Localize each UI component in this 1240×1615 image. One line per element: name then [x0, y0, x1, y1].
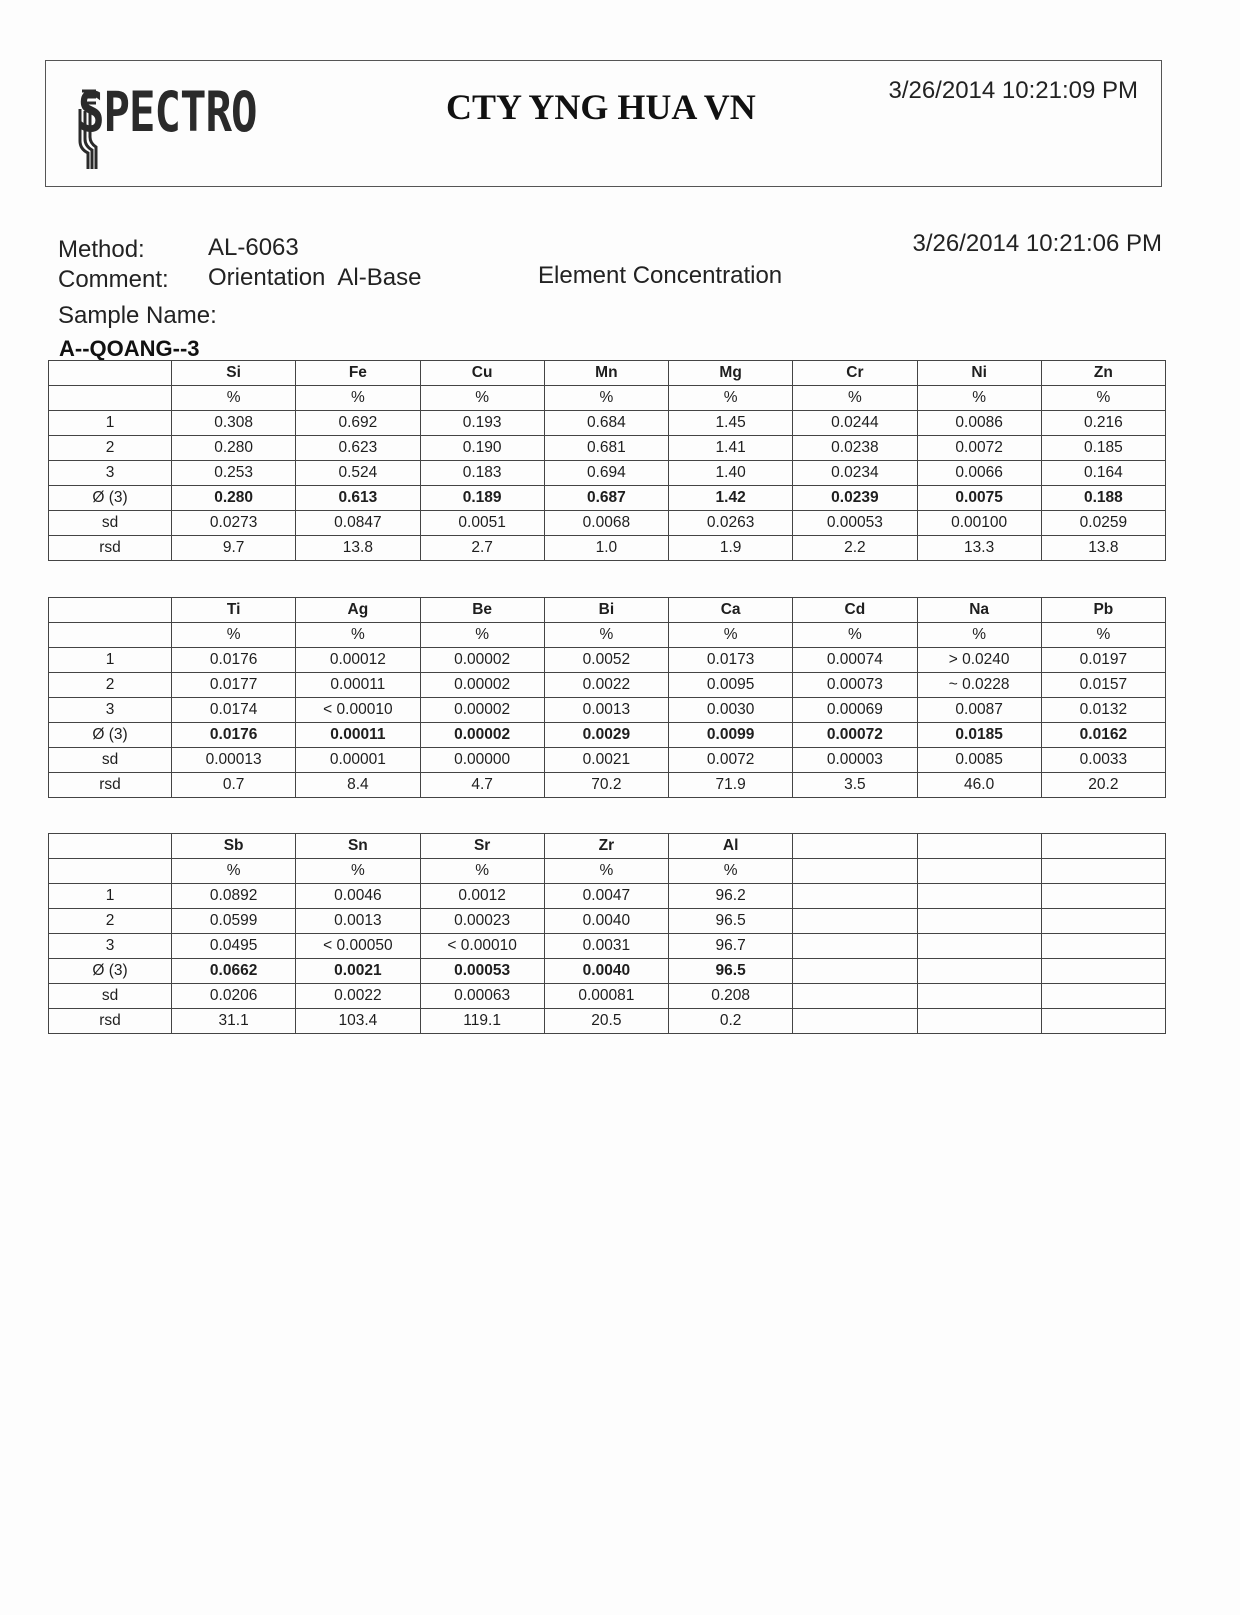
method-value: AL-6063 — [208, 234, 299, 261]
value-cell: 0.0051 — [420, 511, 544, 536]
value-cell: 1.45 — [669, 411, 793, 436]
value-cell: 0.0022 — [296, 984, 420, 1009]
element-name-cell — [793, 834, 917, 859]
value-cell: 0.00074 — [793, 648, 917, 673]
value-cell: 0.00003 — [793, 748, 917, 773]
element-concentration-label: Element Concentration — [538, 262, 783, 289]
value-cell: 0.0273 — [172, 511, 296, 536]
table-row — [49, 461, 1166, 486]
value-cell: 0.0013 — [296, 909, 420, 934]
value-cell: 96.5 — [669, 959, 793, 984]
element-name-cell: Mg — [669, 361, 793, 386]
value-cell: 0.0847 — [296, 511, 420, 536]
element-name-cell: Sn — [296, 834, 420, 859]
value-cell — [793, 984, 917, 1009]
value-cell: 0.2 — [669, 1009, 793, 1034]
value-cell: 0.253 — [172, 461, 296, 486]
value-cell: 0.0176 — [172, 648, 296, 673]
corner-cell — [49, 859, 172, 884]
value-cell: 0.0021 — [296, 959, 420, 984]
value-cell: 9.7 — [172, 536, 296, 561]
concentration-table-2 — [48, 597, 1166, 798]
value-cell: 0.623 — [296, 436, 420, 461]
value-cell: 0.0040 — [544, 909, 668, 934]
element-name-cell — [917, 834, 1041, 859]
value-cell: 0.0662 — [172, 959, 296, 984]
value-cell: 0.0029 — [544, 723, 668, 748]
value-cell: 0.0022 — [544, 673, 668, 698]
unit-row — [49, 859, 1166, 884]
value-cell: 0.00063 — [420, 984, 544, 1009]
table-row — [49, 698, 1166, 723]
value-cell — [1041, 909, 1165, 934]
report-header — [45, 60, 1162, 187]
value-cell: 2.7 — [420, 536, 544, 561]
value-cell: 1.42 — [669, 486, 793, 511]
row-label: 3 — [49, 934, 172, 959]
row-label: 2 — [49, 436, 172, 461]
value-cell — [1041, 959, 1165, 984]
value-cell: 0.681 — [544, 436, 668, 461]
value-cell: 1.41 — [669, 436, 793, 461]
comment-value: Orientation Al-Base — [208, 264, 422, 291]
value-cell: 0.00072 — [793, 723, 917, 748]
element-name-cell: Zr — [544, 834, 668, 859]
row-label: 3 — [49, 461, 172, 486]
unit-cell: % — [420, 623, 544, 648]
row-label: rsd — [49, 773, 172, 798]
value-cell: 96.5 — [669, 909, 793, 934]
value-cell: 0.188 — [1041, 486, 1165, 511]
value-cell: 0.0495 — [172, 934, 296, 959]
value-cell: 0.00073 — [793, 673, 917, 698]
row-label: Ø (3) — [49, 723, 172, 748]
value-cell: < 0.00050 — [296, 934, 420, 959]
table-row — [49, 748, 1166, 773]
table-row — [49, 411, 1166, 436]
value-cell: 46.0 — [917, 773, 1041, 798]
value-cell — [1041, 884, 1165, 909]
table-row — [49, 984, 1166, 1009]
unit-cell — [917, 859, 1041, 884]
value-cell: 0.00002 — [420, 673, 544, 698]
element-name-cell: Zn — [1041, 361, 1165, 386]
concentration-table-1 — [48, 360, 1166, 561]
value-cell: 2.2 — [793, 536, 917, 561]
value-cell: 0.308 — [172, 411, 296, 436]
value-cell: 0.216 — [1041, 411, 1165, 436]
unit-cell: % — [296, 859, 420, 884]
average-row — [49, 723, 1166, 748]
value-cell: 119.1 — [420, 1009, 544, 1034]
row-label: 1 — [49, 884, 172, 909]
value-cell: 0.684 — [544, 411, 668, 436]
element-name-cell: Pb — [1041, 598, 1165, 623]
row-label: sd — [49, 984, 172, 1009]
value-cell: 0.0892 — [172, 884, 296, 909]
value-cell: ~ 0.0228 — [917, 673, 1041, 698]
value-cell: 0.0132 — [1041, 698, 1165, 723]
value-cell: 0.0031 — [544, 934, 668, 959]
value-cell — [793, 884, 917, 909]
unit-cell: % — [917, 386, 1041, 411]
element-name-cell: Ag — [296, 598, 420, 623]
unit-cell: % — [1041, 623, 1165, 648]
value-cell: 0.0072 — [669, 748, 793, 773]
table-row — [49, 511, 1166, 536]
unit-cell: % — [172, 859, 296, 884]
value-cell: < 0.00010 — [420, 934, 544, 959]
value-cell: 0.0599 — [172, 909, 296, 934]
value-cell: 0.0263 — [669, 511, 793, 536]
unit-cell: % — [420, 386, 544, 411]
unit-cell: % — [172, 623, 296, 648]
value-cell: 0.193 — [420, 411, 544, 436]
value-cell — [1041, 984, 1165, 1009]
value-cell: 0.280 — [172, 486, 296, 511]
value-cell: 0.00081 — [544, 984, 668, 1009]
table-row — [49, 1009, 1166, 1034]
value-cell: 0.0046 — [296, 884, 420, 909]
concentration-table-3 — [48, 833, 1166, 1034]
value-cell: 0.00002 — [420, 698, 544, 723]
element-name-cell: Mn — [544, 361, 668, 386]
corner-cell — [49, 623, 172, 648]
element-name-cell: Na — [917, 598, 1041, 623]
element-name-cell: Cd — [793, 598, 917, 623]
row-label: sd — [49, 748, 172, 773]
value-cell: 1.0 — [544, 536, 668, 561]
unit-cell: % — [172, 386, 296, 411]
unit-cell: % — [544, 386, 668, 411]
value-cell: 70.2 — [544, 773, 668, 798]
unit-cell: % — [917, 623, 1041, 648]
value-cell: 1.40 — [669, 461, 793, 486]
element-name-cell: Ni — [917, 361, 1041, 386]
value-cell: 0.00000 — [420, 748, 544, 773]
value-cell: 0.00013 — [172, 748, 296, 773]
value-cell — [793, 934, 917, 959]
table-row — [49, 673, 1166, 698]
value-cell: 0.0013 — [544, 698, 668, 723]
element-name-cell: Fe — [296, 361, 420, 386]
value-cell — [1041, 934, 1165, 959]
value-cell: 13.8 — [1041, 536, 1165, 561]
element-name-cell: Ti — [172, 598, 296, 623]
value-cell: 4.7 — [420, 773, 544, 798]
value-cell: 0.00053 — [793, 511, 917, 536]
unit-cell: % — [544, 859, 668, 884]
row-label: 1 — [49, 411, 172, 436]
element-name-cell: Cr — [793, 361, 917, 386]
value-cell: 0.164 — [1041, 461, 1165, 486]
value-cell — [917, 959, 1041, 984]
value-cell: 0.0072 — [917, 436, 1041, 461]
value-cell: 0.0197 — [1041, 648, 1165, 673]
element-header-row — [49, 361, 1166, 386]
value-cell: 0.0095 — [669, 673, 793, 698]
value-cell: 31.1 — [172, 1009, 296, 1034]
value-cell — [917, 884, 1041, 909]
value-cell: 0.00012 — [296, 648, 420, 673]
unit-cell: % — [669, 859, 793, 884]
value-cell: 0.0087 — [917, 698, 1041, 723]
value-cell: 0.0040 — [544, 959, 668, 984]
value-cell: 96.7 — [669, 934, 793, 959]
unit-cell: % — [296, 386, 420, 411]
value-cell: 0.00002 — [420, 723, 544, 748]
row-label: 2 — [49, 909, 172, 934]
value-cell: 0.0021 — [544, 748, 668, 773]
table-row — [49, 909, 1166, 934]
value-cell: 0.00002 — [420, 648, 544, 673]
measure-timestamp: 3/26/2014 10:21:06 PM — [912, 230, 1162, 257]
value-cell: 0.0244 — [793, 411, 917, 436]
value-cell — [917, 934, 1041, 959]
sample-name-value: A--QOANG--3 — [59, 336, 200, 361]
value-cell: 0.0174 — [172, 698, 296, 723]
value-cell — [793, 1009, 917, 1034]
value-cell: 0.0099 — [669, 723, 793, 748]
value-cell: 8.4 — [296, 773, 420, 798]
value-cell — [1041, 1009, 1165, 1034]
element-name-cell: Sr — [420, 834, 544, 859]
value-cell: 1.9 — [669, 536, 793, 561]
value-cell: 0.687 — [544, 486, 668, 511]
print-timestamp: 3/26/2014 10:21:09 PM — [888, 77, 1138, 104]
comment-label: Comment: — [58, 266, 169, 293]
element-name-cell: Bi — [544, 598, 668, 623]
unit-cell: % — [296, 623, 420, 648]
value-cell: 0.0052 — [544, 648, 668, 673]
value-cell: 0.0033 — [1041, 748, 1165, 773]
element-header-row — [49, 598, 1166, 623]
value-cell: 0.0185 — [917, 723, 1041, 748]
value-cell — [917, 1009, 1041, 1034]
method-label: Method: — [58, 236, 145, 263]
value-cell: > 0.0240 — [917, 648, 1041, 673]
value-cell: 0.0012 — [420, 884, 544, 909]
table-row — [49, 536, 1166, 561]
value-cell: 0.0068 — [544, 511, 668, 536]
unit-cell: % — [669, 386, 793, 411]
row-label: Ø (3) — [49, 486, 172, 511]
value-cell: 0.0238 — [793, 436, 917, 461]
unit-cell — [793, 859, 917, 884]
unit-cell: % — [1041, 386, 1165, 411]
element-name-cell — [1041, 834, 1165, 859]
unit-cell: % — [420, 859, 544, 884]
value-cell: 0.00011 — [296, 673, 420, 698]
value-cell: 0.00001 — [296, 748, 420, 773]
unit-cell: % — [793, 623, 917, 648]
value-cell: 0.00023 — [420, 909, 544, 934]
value-cell: 20.5 — [544, 1009, 668, 1034]
value-cell: 0.00053 — [420, 959, 544, 984]
value-cell: 0.0157 — [1041, 673, 1165, 698]
element-name-cell: Al — [669, 834, 793, 859]
corner-cell — [49, 598, 172, 623]
unit-row — [49, 386, 1166, 411]
corner-cell — [49, 361, 172, 386]
corner-cell — [49, 834, 172, 859]
value-cell: 20.2 — [1041, 773, 1165, 798]
row-label: sd — [49, 511, 172, 536]
value-cell: 71.9 — [669, 773, 793, 798]
element-name-cell: Cu — [420, 361, 544, 386]
row-label: Ø (3) — [49, 959, 172, 984]
value-cell: 0.0259 — [1041, 511, 1165, 536]
table-row — [49, 436, 1166, 461]
company-name: CTY YNG HUA VN — [446, 87, 756, 127]
value-cell: 0.00069 — [793, 698, 917, 723]
row-label: 3 — [49, 698, 172, 723]
value-cell: 0.0239 — [793, 486, 917, 511]
value-cell: 103.4 — [296, 1009, 420, 1034]
unit-cell: % — [544, 623, 668, 648]
unit-cell: % — [669, 623, 793, 648]
row-label: rsd — [49, 536, 172, 561]
average-row — [49, 486, 1166, 511]
value-cell: 0.0047 — [544, 884, 668, 909]
value-cell: 0.524 — [296, 461, 420, 486]
value-cell — [917, 984, 1041, 1009]
unit-row — [49, 623, 1166, 648]
value-cell: 0.0177 — [172, 673, 296, 698]
value-cell: 0.0066 — [917, 461, 1041, 486]
value-cell: 0.185 — [1041, 436, 1165, 461]
value-cell: 0.0176 — [172, 723, 296, 748]
value-cell: 0.0075 — [917, 486, 1041, 511]
value-cell: 0.694 — [544, 461, 668, 486]
value-cell: 0.190 — [420, 436, 544, 461]
table-row — [49, 773, 1166, 798]
value-cell: 13.8 — [296, 536, 420, 561]
row-label: rsd — [49, 1009, 172, 1034]
unit-cell — [1041, 859, 1165, 884]
value-cell: 0.00100 — [917, 511, 1041, 536]
value-cell: 0.7 — [172, 773, 296, 798]
value-cell: 0.280 — [172, 436, 296, 461]
table-row — [49, 934, 1166, 959]
value-cell: 0.613 — [296, 486, 420, 511]
element-name-cell: Si — [172, 361, 296, 386]
corner-cell — [49, 386, 172, 411]
value-cell: 13.3 — [917, 536, 1041, 561]
average-row — [49, 959, 1166, 984]
value-cell: 0.0030 — [669, 698, 793, 723]
value-cell — [793, 909, 917, 934]
row-label: 2 — [49, 673, 172, 698]
value-cell: 3.5 — [793, 773, 917, 798]
element-header-row — [49, 834, 1166, 859]
sample-name-label: Sample Name: — [58, 302, 217, 329]
value-cell: 0.0162 — [1041, 723, 1165, 748]
value-cell: 96.2 — [669, 884, 793, 909]
element-name-cell: Be — [420, 598, 544, 623]
row-label: 1 — [49, 648, 172, 673]
element-name-cell: Sb — [172, 834, 296, 859]
value-cell: 0.00011 — [296, 723, 420, 748]
value-cell: 0.0085 — [917, 748, 1041, 773]
value-cell: 0.0234 — [793, 461, 917, 486]
value-cell: 0.0206 — [172, 984, 296, 1009]
unit-cell: % — [793, 386, 917, 411]
value-cell: 0.183 — [420, 461, 544, 486]
logo-wordmark: SPECTRO — [78, 81, 257, 145]
value-cell: 0.208 — [669, 984, 793, 1009]
value-cell: 0.0173 — [669, 648, 793, 673]
value-cell — [917, 909, 1041, 934]
value-cell — [793, 959, 917, 984]
table-row — [49, 884, 1166, 909]
value-cell: 0.0086 — [917, 411, 1041, 436]
value-cell: < 0.00010 — [296, 698, 420, 723]
element-name-cell: Ca — [669, 598, 793, 623]
value-cell: 0.189 — [420, 486, 544, 511]
value-cell: 0.692 — [296, 411, 420, 436]
table-row — [49, 648, 1166, 673]
